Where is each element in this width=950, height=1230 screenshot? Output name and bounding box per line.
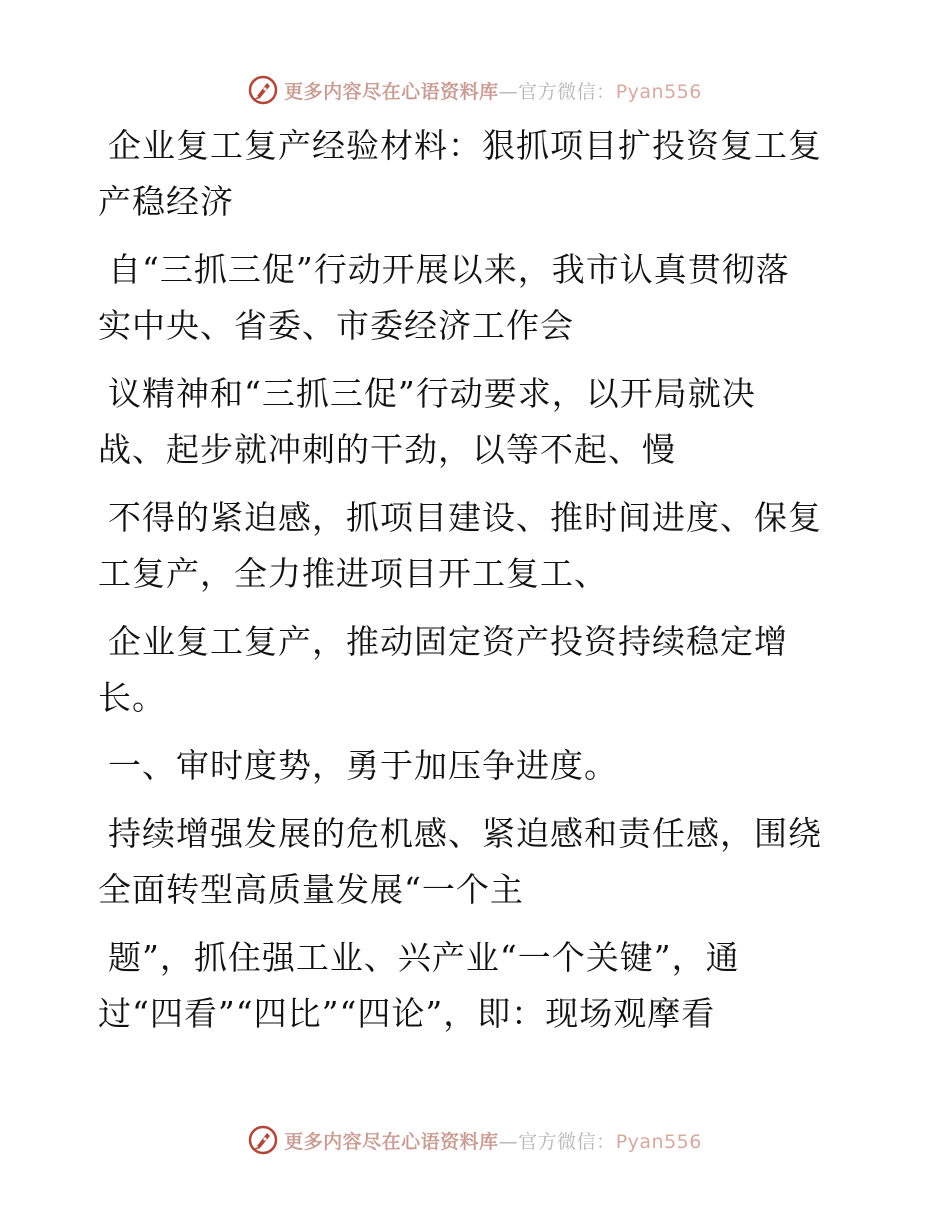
paragraph-line: 产稳经济	[98, 182, 234, 221]
paragraph-line: 全面转型高质量发展“一个主	[98, 870, 524, 909]
document-body	[98, 118, 838, 1054]
paragraph	[98, 490, 838, 602]
paragraph	[98, 366, 838, 478]
paragraph-line: 自“三抓三促”行动开展以来，我市认真贯彻落	[108, 250, 790, 289]
paragraph-line: 企业复工复产，推动固定资产投资持续稳定增	[108, 622, 788, 661]
paragraph	[98, 614, 838, 726]
watermark-brand-text: 更多内容尽在心语资料库	[284, 1130, 499, 1153]
watermark-brand-text: 更多内容尽在心语资料库	[284, 80, 499, 103]
paragraph	[98, 806, 838, 918]
paragraph	[98, 930, 838, 1042]
watermark-official-label: 官方微信：	[518, 1130, 616, 1153]
watermark-separator: —	[498, 80, 519, 103]
paragraph	[98, 242, 838, 354]
document-title	[98, 118, 838, 230]
paragraph-line: 企业复工复产经验材料：狠抓项目扩投资复工复	[108, 126, 822, 165]
watermark-official-label: 官方微信：	[518, 80, 616, 103]
paragraph-line: 议精神和“三抓三促”行动要求，以开局就决	[108, 374, 756, 413]
paragraph-line: 工复产，全力推进项目开工复工、	[98, 554, 608, 593]
footer-watermark	[0, 1120, 950, 1160]
watermark-separator: —	[498, 1130, 519, 1153]
paragraph-line: 持续增强发展的危机感、紧迫感和责任感，围绕	[108, 814, 822, 853]
paragraph-line: 战、起步就冲刺的干劲，以等不起、慢	[98, 430, 676, 469]
paragraph-line: 不得的紧迫感，抓项目建设、推时间进度、保复	[108, 498, 822, 537]
section-heading	[98, 738, 838, 794]
header-watermark	[0, 70, 950, 110]
pen-nib-logo-icon	[248, 1125, 278, 1155]
watermark-wechat-id: Pyan556	[615, 80, 702, 103]
pen-nib-logo-icon	[248, 75, 278, 105]
paragraph-line: 过“四看”“四比”“四论”，即：现场观摩看	[98, 994, 716, 1033]
paragraph-line: 长。	[98, 678, 166, 717]
section-heading-text: 一、审时度势，勇于加压争进度。	[108, 746, 618, 785]
watermark-wechat-id: Pyan556	[615, 1130, 702, 1153]
paragraph-line: 实中央、省委、市委经济工作会	[98, 306, 574, 345]
paragraph-line: 题”，抓住强工业、兴产业“一个关键”，通	[108, 938, 740, 977]
